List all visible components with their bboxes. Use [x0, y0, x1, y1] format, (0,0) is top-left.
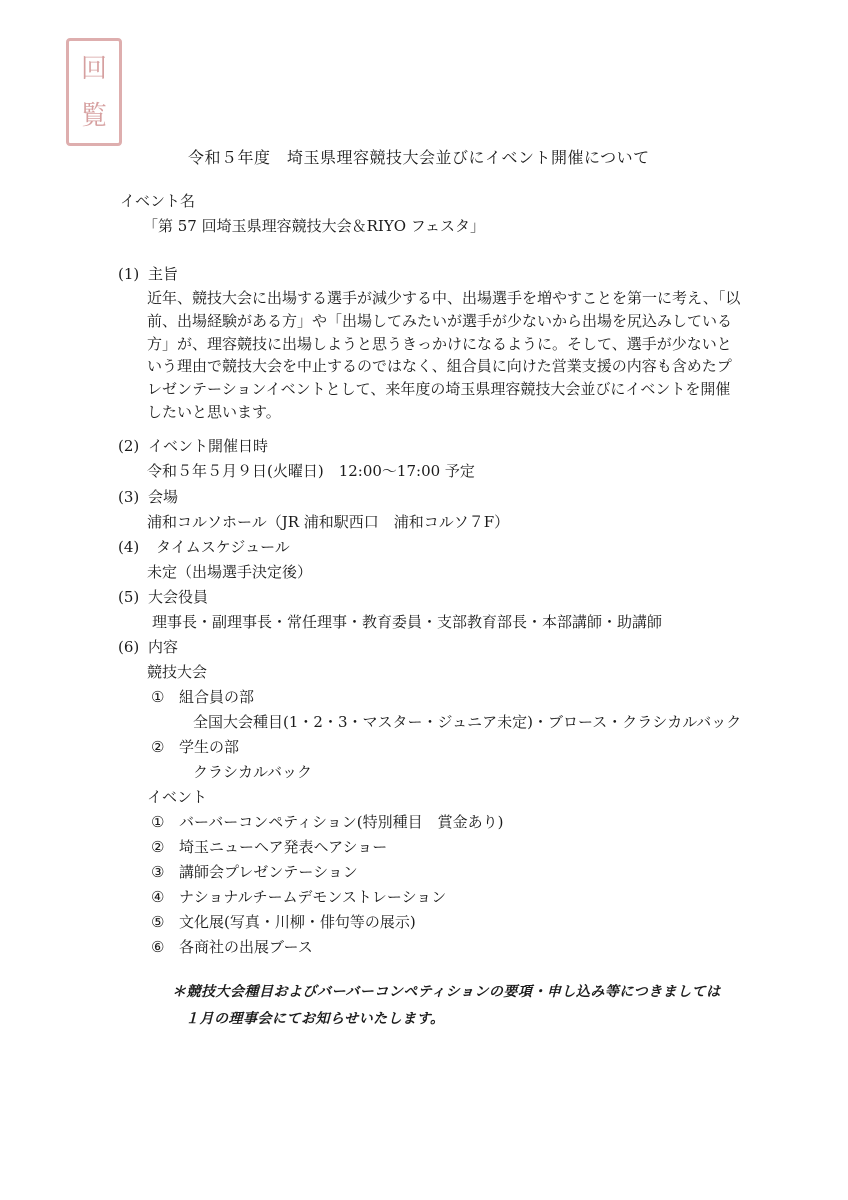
section-heading: 内容 — [148, 638, 179, 656]
event-item — [151, 937, 313, 957]
item-label: 各商社の出展ブース — [179, 938, 313, 956]
event-name-label: イベント名 — [120, 192, 196, 210]
competition-item-detail: クラシカルバック — [193, 763, 312, 781]
officers-value: 理事長・副理事長・常任理事・教育委員・支部教育部長・本部講師・助講師 — [152, 613, 663, 631]
section-officers-heading — [118, 587, 208, 607]
item-label: バーバーコンペティション(特別種目 賞金あり) — [179, 813, 504, 831]
section-number: (6) — [118, 638, 140, 656]
event-item — [151, 812, 503, 832]
item-number-mark: ⑤ — [151, 913, 165, 931]
venue-value: 浦和コルソホール（JR 浦和駅西口 浦和コルソ７F） — [147, 513, 510, 531]
purpose-line: 近年、競技大会に出場する選手が減少する中、出場選手を増やすことを第一に考え、「以 — [147, 289, 741, 307]
event-name-value: 「第 57 回埼玉県理容競技大会＆RIYO フェスタ」 — [143, 217, 486, 235]
item-number-mark: ① — [151, 813, 165, 831]
purpose-paragraph — [147, 287, 741, 424]
section-datetime-heading — [118, 436, 268, 456]
datetime-value: 令和５年５月９日(火曜日) 12:00～17:00 予定 — [147, 462, 475, 480]
item-number-mark: ① — [151, 688, 165, 706]
item-number-mark: ③ — [151, 863, 165, 881]
event-item — [151, 887, 446, 907]
section-heading: 主旨 — [148, 265, 179, 283]
section-heading: 大会役員 — [148, 588, 209, 606]
event-list-label: イベント — [147, 788, 208, 806]
competition-item — [151, 737, 239, 757]
item-number-mark: ⑥ — [151, 938, 165, 956]
section-number: (5) — [118, 588, 140, 606]
item-label: 講師会プレゼンテーション — [179, 863, 358, 881]
event-item — [151, 837, 387, 857]
section-heading: 会場 — [148, 488, 179, 506]
section-heading: タイムスケジュール — [156, 538, 290, 556]
section-number: (1) — [118, 265, 140, 283]
section-number: (3) — [118, 488, 140, 506]
footnote-line: １月の理事会にてお知らせいたします。 — [185, 1011, 445, 1027]
item-label: 学生の部 — [179, 738, 240, 756]
purpose-line: レゼンテーションイベントとして、来年度の埼玉県理容競技大会並びにイベントを開催 — [147, 380, 731, 399]
item-number-mark: ④ — [151, 888, 165, 906]
stamp-char-2: 覧 — [80, 100, 107, 131]
item-number-mark: ② — [151, 838, 165, 856]
item-label: ナショナルチームデモンストレーション — [179, 888, 447, 906]
purpose-line: 方」が、理容競技に出場しようと思うきっかけになるように。そして、選手が少ないと — [147, 334, 732, 353]
section-purpose-heading — [118, 264, 178, 284]
purpose-line: 前、出場経験がある方」や「出場してみたいが選手が少ないから出場を尻込みしている — [147, 311, 733, 330]
item-label: 組合員の部 — [179, 688, 255, 706]
purpose-line: いう理由で競技大会を中止するのではなく、組合員に向けた営業支援の内容も含めたプ — [147, 357, 732, 376]
competition-label: 競技大会 — [147, 663, 208, 681]
section-venue-heading — [118, 487, 178, 507]
competition-item-detail: 全国大会種目(1・2・3・マスター・ジュニア未定)・ブロース・クラシカルバック — [193, 713, 742, 731]
item-label: 埼玉ニューヘア発表ヘアショー — [179, 838, 388, 856]
competition-item — [151, 687, 254, 707]
event-item — [151, 912, 416, 932]
stamp-char-1: 回 — [80, 53, 107, 84]
item-number-mark: ② — [151, 738, 165, 756]
section-number: (2) — [118, 437, 140, 455]
footnote-line: ＊競技大会種目およびバーバーコンペティションの要項・申し込み等につきましては — [172, 984, 721, 1000]
section-heading: イベント開催日時 — [148, 437, 269, 455]
event-item — [151, 862, 358, 882]
section-number: (4) — [118, 538, 140, 556]
document-title: 令和５年度 埼玉県理容競技大会並びにイベント開催について — [188, 148, 650, 167]
schedule-value: 未定（出場選手決定後） — [147, 563, 313, 581]
section-content-heading — [118, 637, 178, 657]
section-schedule-heading — [118, 537, 290, 557]
item-label: 文化展(写真・川柳・俳句等の展示) — [179, 913, 416, 931]
purpose-line: したいと思います。 — [147, 402, 281, 421]
circulation-stamp — [66, 38, 122, 146]
